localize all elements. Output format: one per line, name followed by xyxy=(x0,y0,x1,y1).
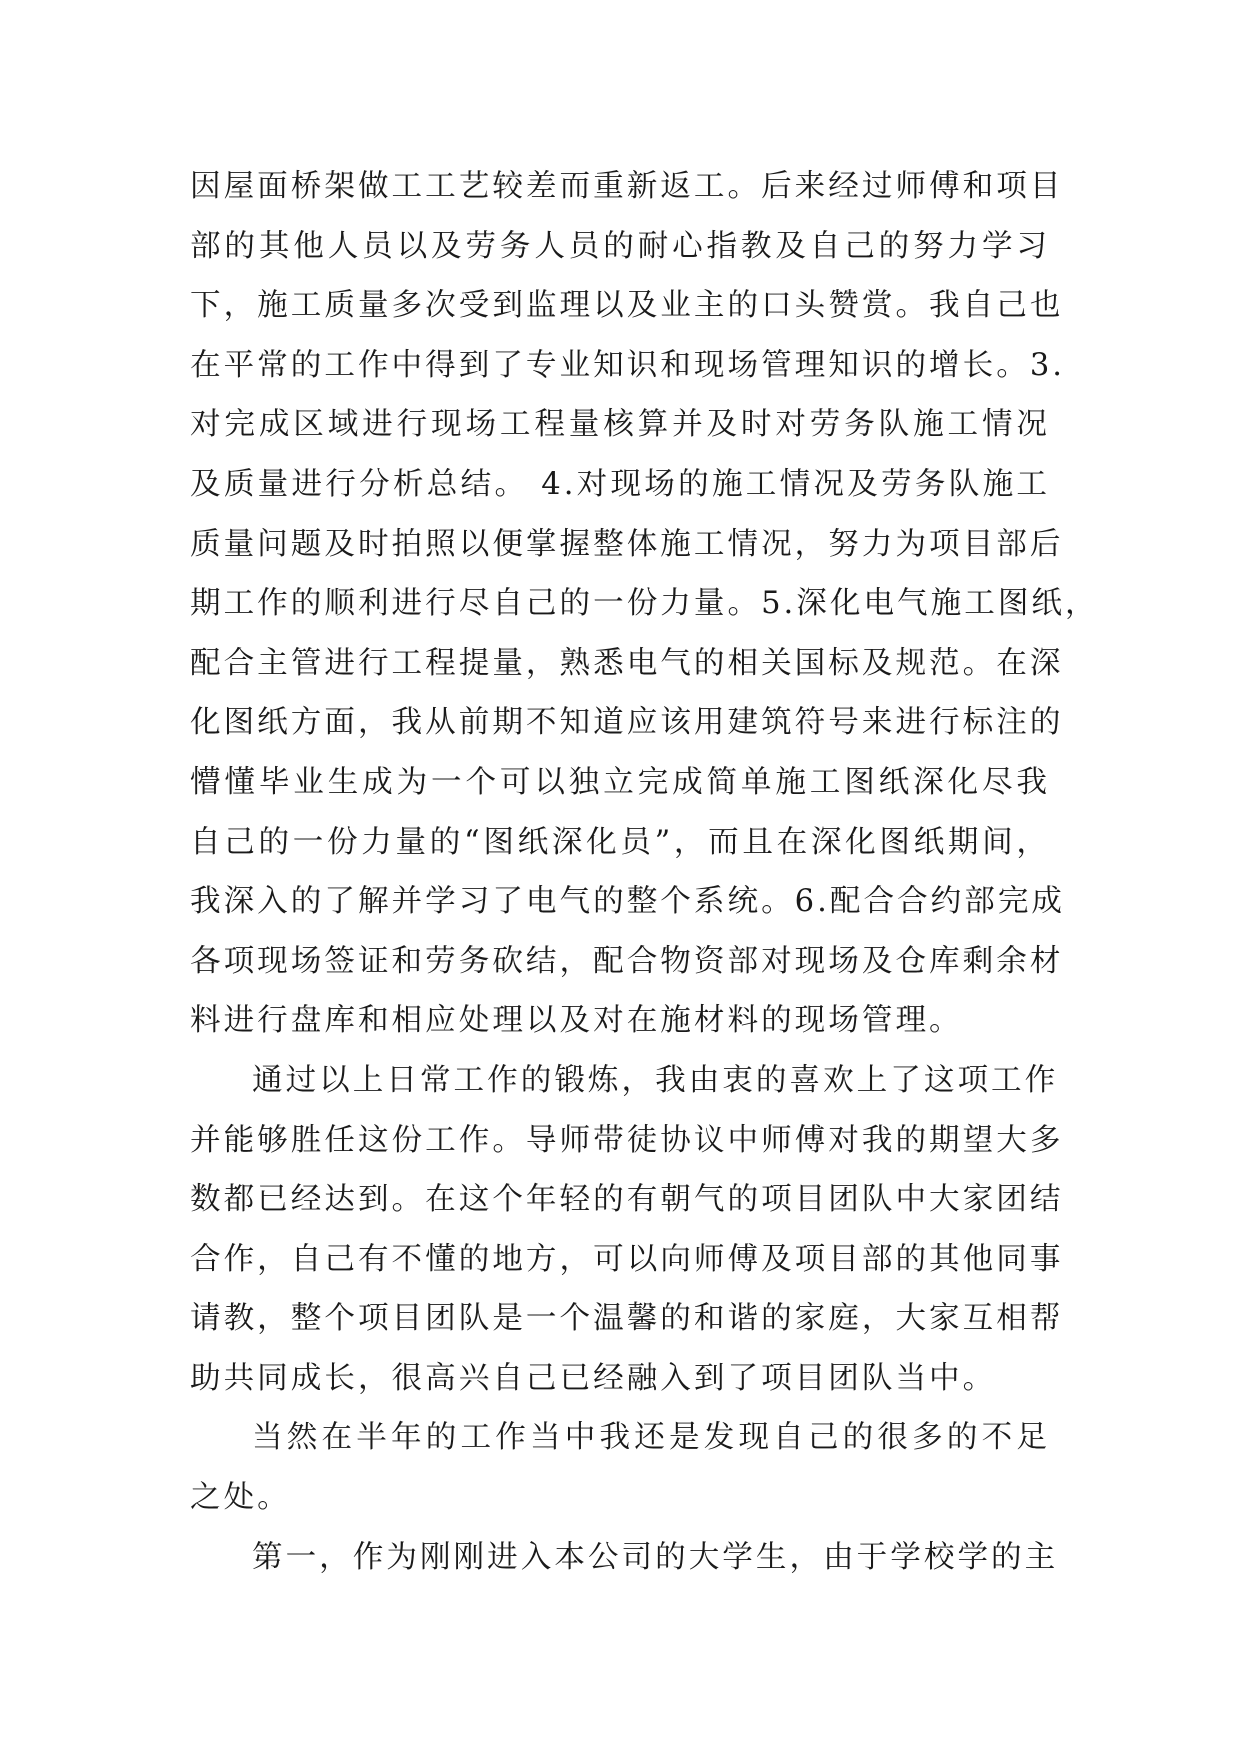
text-line: 化图纸方面，我从前期不知道应该用建筑符号来进行标注的 xyxy=(190,705,1064,741)
text-line: 料进行盘库和相应处理以及对在施材料的现场管理。 xyxy=(190,1003,963,1039)
text-line: 对完成区域进行现场工程量核算并及时对劳务队施工情况 xyxy=(190,407,1050,443)
text-line: 配合主管进行工程提量，熟悉电气的相关国标及规范。在深 xyxy=(190,645,1064,681)
text-line: 并能够胜任这份工作。导师带徒协议中师傅对我的期望大多 xyxy=(190,1122,1064,1158)
text-line: 助共同成长，很高兴自己已经融入到了项目团队当中。 xyxy=(190,1360,997,1396)
text-line: 我深入的了解并学习了电气的整个系统。6.配合合约部完成 xyxy=(190,884,1066,920)
document-body xyxy=(190,157,1099,1587)
text-line: 请教，整个项目团队是一个温馨的和谐的家庭，大家互相帮 xyxy=(190,1301,1064,1337)
paragraph-first-line: 第一，作为刚刚进入本公司的大学生，由于学校学的主 xyxy=(252,1539,1059,1575)
text-line: 因屋面桥架做工工艺较差而重新返工。后来经过师傅和项目 xyxy=(190,169,1064,204)
text-line: 各项现场签证和劳务砍结，配合物资部对现场及仓库剩余材 xyxy=(190,943,1064,979)
text-line: 下，施工质量多次受到监理以及业主的口头赞赏。我自己也 xyxy=(190,288,1064,324)
text-line: 懵懂毕业生成为一个可以独立完成简单施工图纸深化尽我 xyxy=(190,764,1050,800)
text-line: 数都已经达到。在这个年轻的有朝气的项目团队中大家团结 xyxy=(190,1182,1064,1218)
text-line: 在平常的工作中得到了专业知识和现场管理知识的增长。3. xyxy=(190,347,1066,383)
text-line: 质量问题及时拍照以便掌握整体施工情况，努力为项目部后 xyxy=(190,526,1064,562)
text-line: 合作，自己有不懂的地方，可以向师傅及项目部的其他同事 xyxy=(190,1241,1064,1277)
text-line: 期工作的顺利进行尽自己的一份力量。5.深化电气施工图纸， xyxy=(190,586,1099,622)
text-line: 部的其他人员以及劳务人员的耐心指教及自己的努力学习 xyxy=(190,228,1050,264)
paragraph-first-line: 通过以上日常工作的锻炼，我由衷的喜欢上了这项工作 xyxy=(252,1062,1059,1098)
paragraph-first-line: 当然在半年的工作当中我还是发现自己的很多的不足 xyxy=(252,1420,1050,1456)
text-line: 之处。 xyxy=(190,1480,291,1516)
text-line: 及质量进行分析总结。 4.对现场的施工情况及劳务队施工 xyxy=(190,466,1050,502)
text-line: 自己的一份力量的“图纸深化员”，而且在深化图纸期间， xyxy=(190,824,1050,860)
